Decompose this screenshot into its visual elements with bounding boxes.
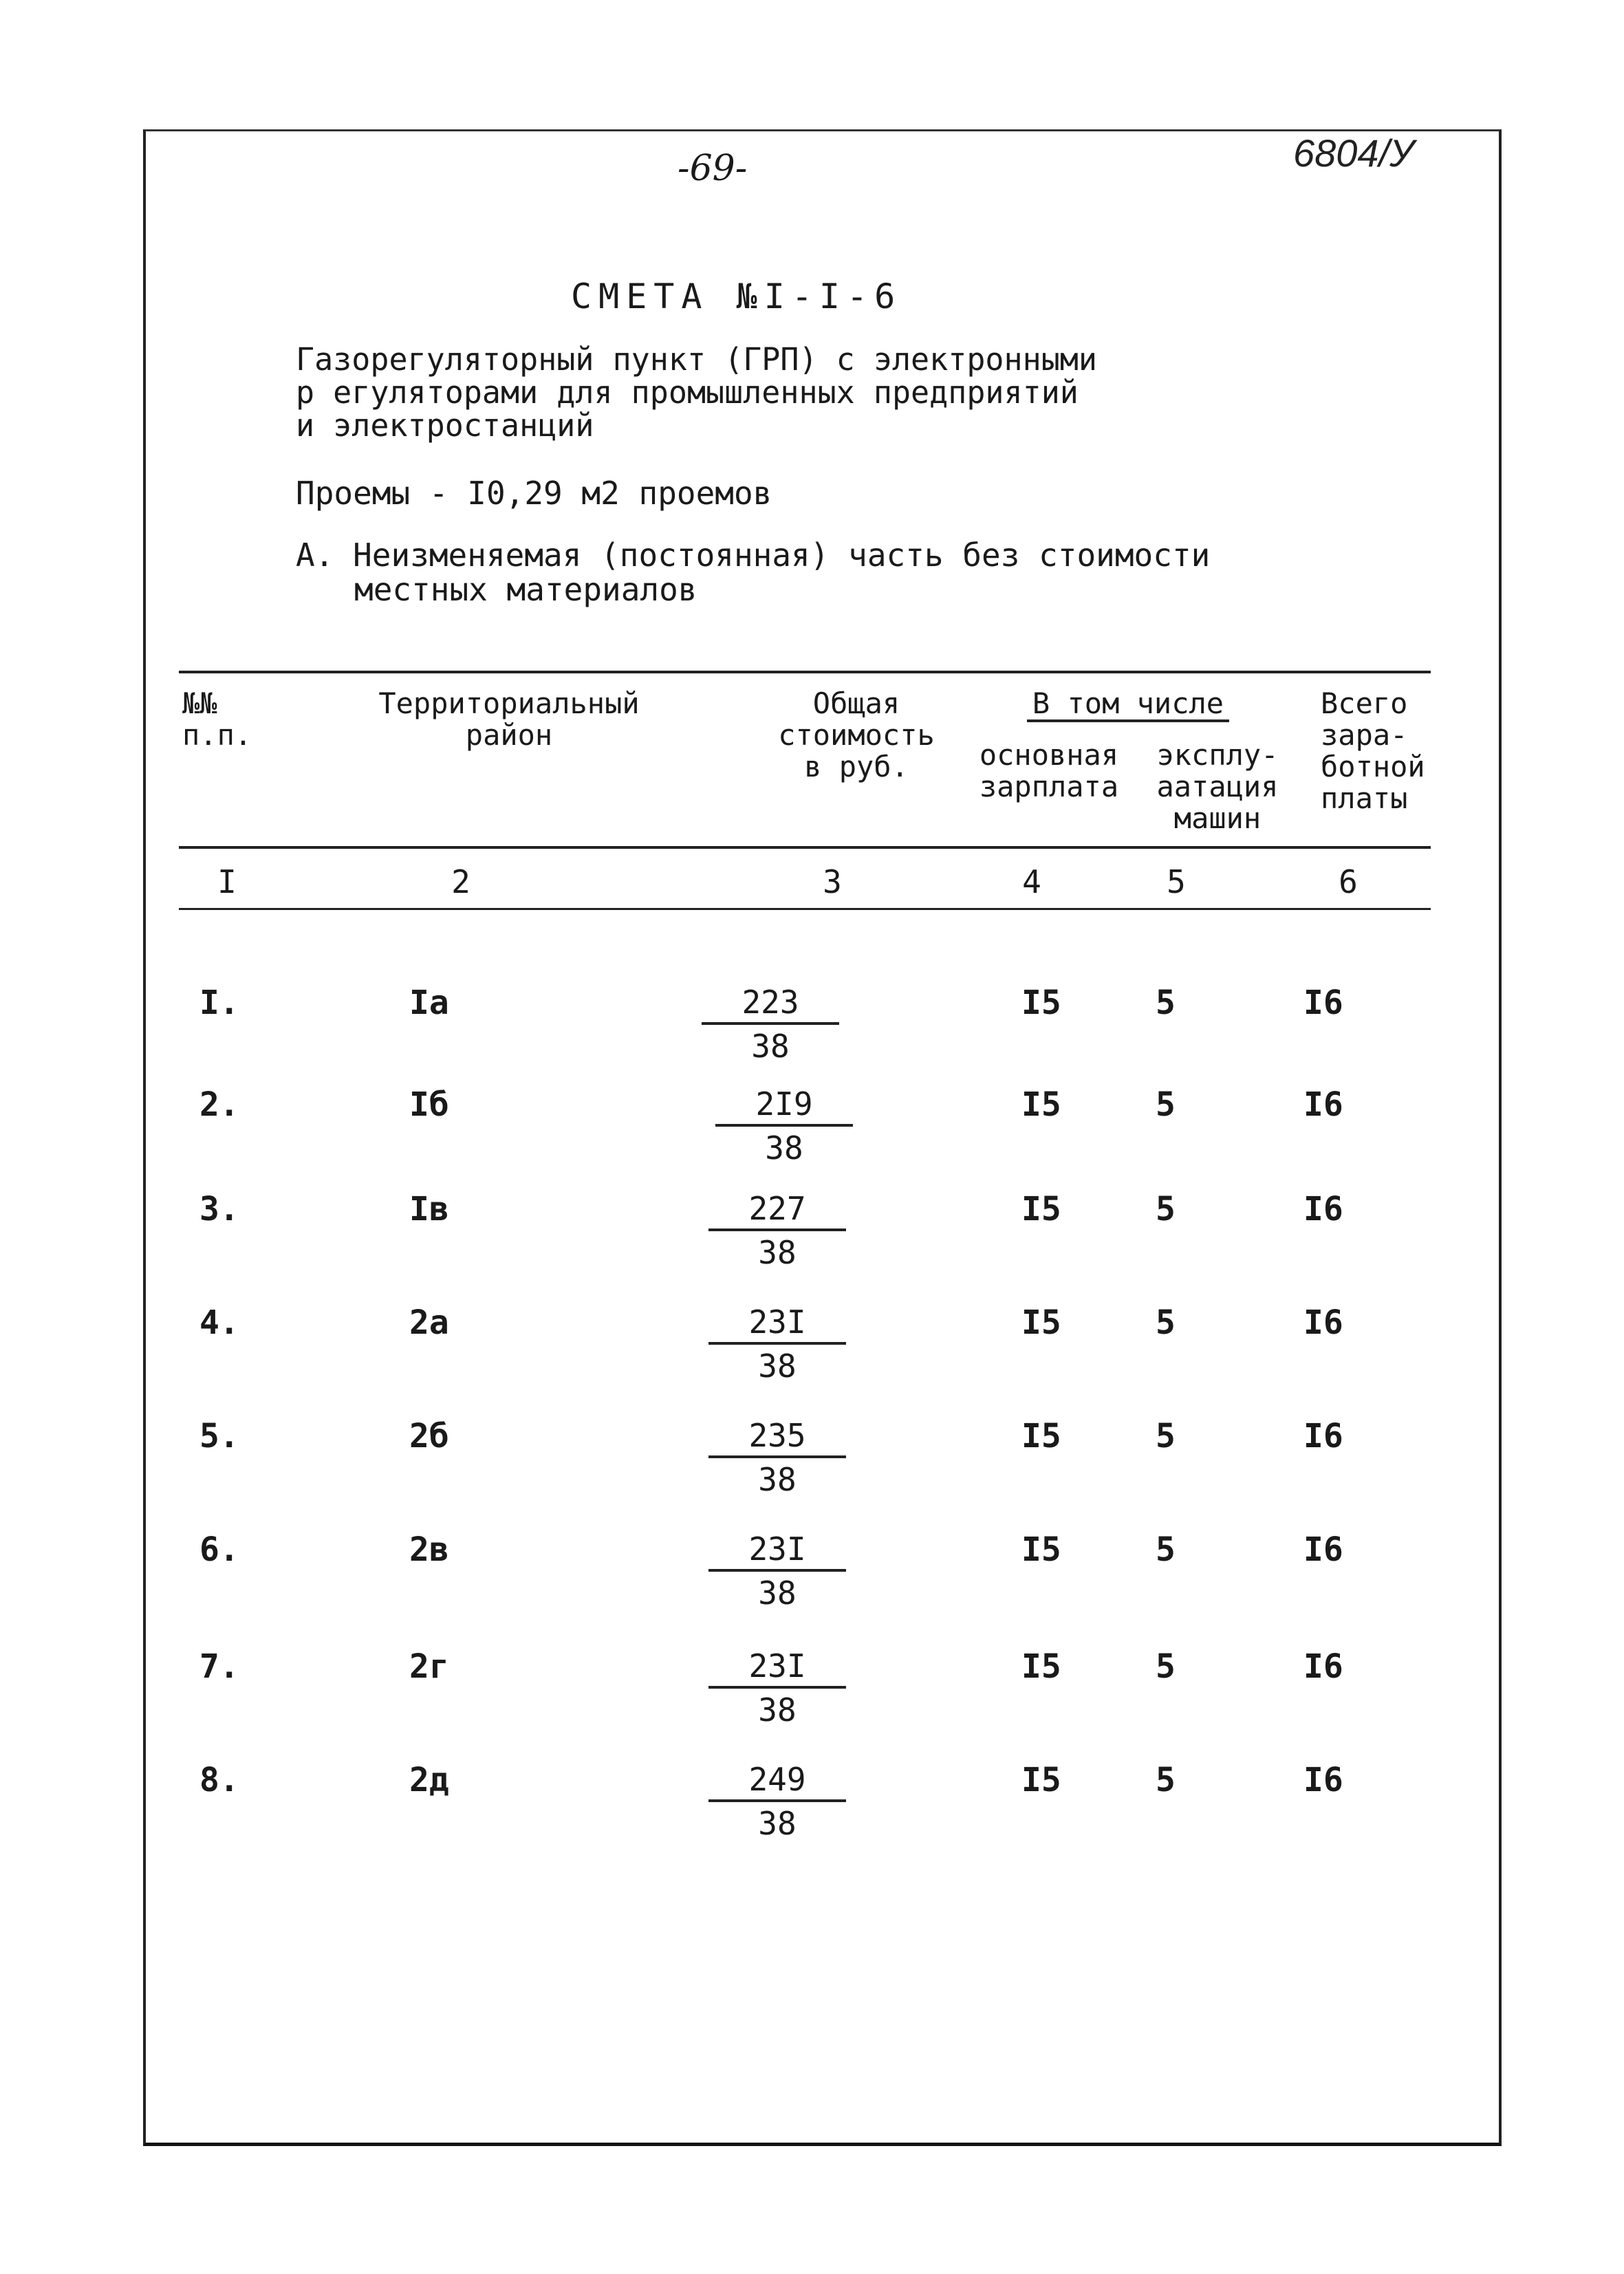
- row-4-number: 4.: [199, 1303, 239, 1342]
- header-col5: эксплу- аатация машин: [1156, 738, 1279, 835]
- row-8-region: 2д: [409, 1761, 449, 1799]
- row-4-region: 2а: [409, 1303, 449, 1342]
- section-line-1: А. Неизменяемая (постоянная) часть без стоимости: [296, 537, 1211, 574]
- description-line-2: р егуляторами для промышленных предприятий: [296, 374, 1079, 411]
- row-8-total: $\frac{249}{38}$: [708, 1761, 846, 1842]
- row-3-number: 3.: [199, 1190, 239, 1228]
- row-2-total-wage: I6: [1303, 1085, 1343, 1124]
- openings-line: Проемы - I0,29 м2 проемов: [296, 475, 772, 512]
- row-7-machines: 5: [1156, 1647, 1176, 1686]
- document-number: 6804/У: [1293, 131, 1414, 175]
- header-col1: №№ п.п.: [182, 686, 252, 752]
- row-2-machines: 5: [1156, 1085, 1176, 1124]
- row-3-total-wage: I6: [1303, 1190, 1343, 1228]
- row-7-total: $\frac{23I}{38}$: [708, 1647, 846, 1729]
- row-8-machines: 5: [1156, 1761, 1176, 1799]
- row-5-machines: 5: [1156, 1417, 1176, 1455]
- row-1-total-wage: I6: [1303, 984, 1343, 1022]
- row-2-salary: I5: [1021, 1085, 1061, 1124]
- row-2-total: $\frac{2I9}{38}$: [715, 1085, 853, 1167]
- row-1-number: I.: [199, 984, 239, 1022]
- page-number: -69-: [678, 148, 748, 189]
- row-2-region: Iб: [409, 1085, 449, 1124]
- column-number-1: I: [217, 863, 237, 900]
- column-number-5: 5: [1167, 863, 1186, 900]
- header-col3: Общая стоимость в руб.: [778, 686, 935, 783]
- row-2-number: 2.: [199, 1085, 239, 1124]
- row-6-salary: I5: [1021, 1530, 1061, 1569]
- row-6-total: $\frac{23I}{38}$: [708, 1530, 846, 1612]
- row-3-salary: I5: [1021, 1190, 1061, 1228]
- row-8-total-wage: I6: [1303, 1761, 1343, 1799]
- row-5-salary: I5: [1021, 1417, 1061, 1455]
- row-4-total: $\frac{23I}{38}$: [708, 1303, 846, 1385]
- row-3-region: Iв: [409, 1190, 449, 1228]
- column-number-4: 4: [1022, 863, 1041, 900]
- row-1-machines: 5: [1156, 984, 1176, 1022]
- row-7-region: 2г: [409, 1647, 449, 1686]
- row-5-total: $\frac{235}{38}$: [708, 1417, 846, 1498]
- row-4-machines: 5: [1156, 1303, 1176, 1342]
- table-top-rule: [179, 671, 1431, 673]
- row-4-total-wage: I6: [1303, 1303, 1343, 1342]
- row-7-salary: I5: [1021, 1647, 1061, 1686]
- header-col6: Всего зара- ботной платы: [1321, 686, 1425, 815]
- row-5-number: 5.: [199, 1417, 239, 1455]
- estimate-title: СМЕТА №I-I-6: [571, 277, 902, 316]
- row-8-number: 8.: [199, 1761, 239, 1799]
- row-5-region: 2б: [409, 1417, 449, 1455]
- row-6-machines: 5: [1156, 1530, 1176, 1569]
- row-1-salary: I5: [1021, 984, 1061, 1022]
- row-1-region: Iа: [409, 984, 449, 1022]
- header-bottom-rule: [179, 846, 1431, 849]
- row-1-total: $\frac{223}{38}$: [702, 984, 839, 1065]
- row-4-salary: I5: [1021, 1303, 1061, 1342]
- header-col2: Территориальный район: [378, 686, 640, 752]
- row-3-total: $\frac{227}{38}$: [708, 1190, 846, 1271]
- description-line-3: и электростанций: [296, 407, 594, 444]
- description-line-1: Газорегуляторный пункт (ГРП) с электронными: [296, 341, 1097, 378]
- row-6-number: 6.: [199, 1530, 239, 1569]
- header-col4: основная зарплата: [979, 738, 1119, 803]
- header-group: В том числе: [970, 688, 1286, 722]
- column-number-2: 2: [451, 863, 470, 900]
- column-number-rule: [179, 908, 1431, 910]
- row-6-region: 2в: [409, 1530, 449, 1569]
- column-number-6: 6: [1339, 863, 1358, 900]
- section-line-2: местных материалов: [354, 571, 697, 608]
- column-number-3: 3: [823, 863, 842, 900]
- row-7-total-wage: I6: [1303, 1647, 1343, 1686]
- row-7-number: 7.: [199, 1647, 239, 1686]
- row-5-total-wage: I6: [1303, 1417, 1343, 1455]
- row-3-machines: 5: [1156, 1190, 1176, 1228]
- row-8-salary: I5: [1021, 1761, 1061, 1799]
- row-6-total-wage: I6: [1303, 1530, 1343, 1569]
